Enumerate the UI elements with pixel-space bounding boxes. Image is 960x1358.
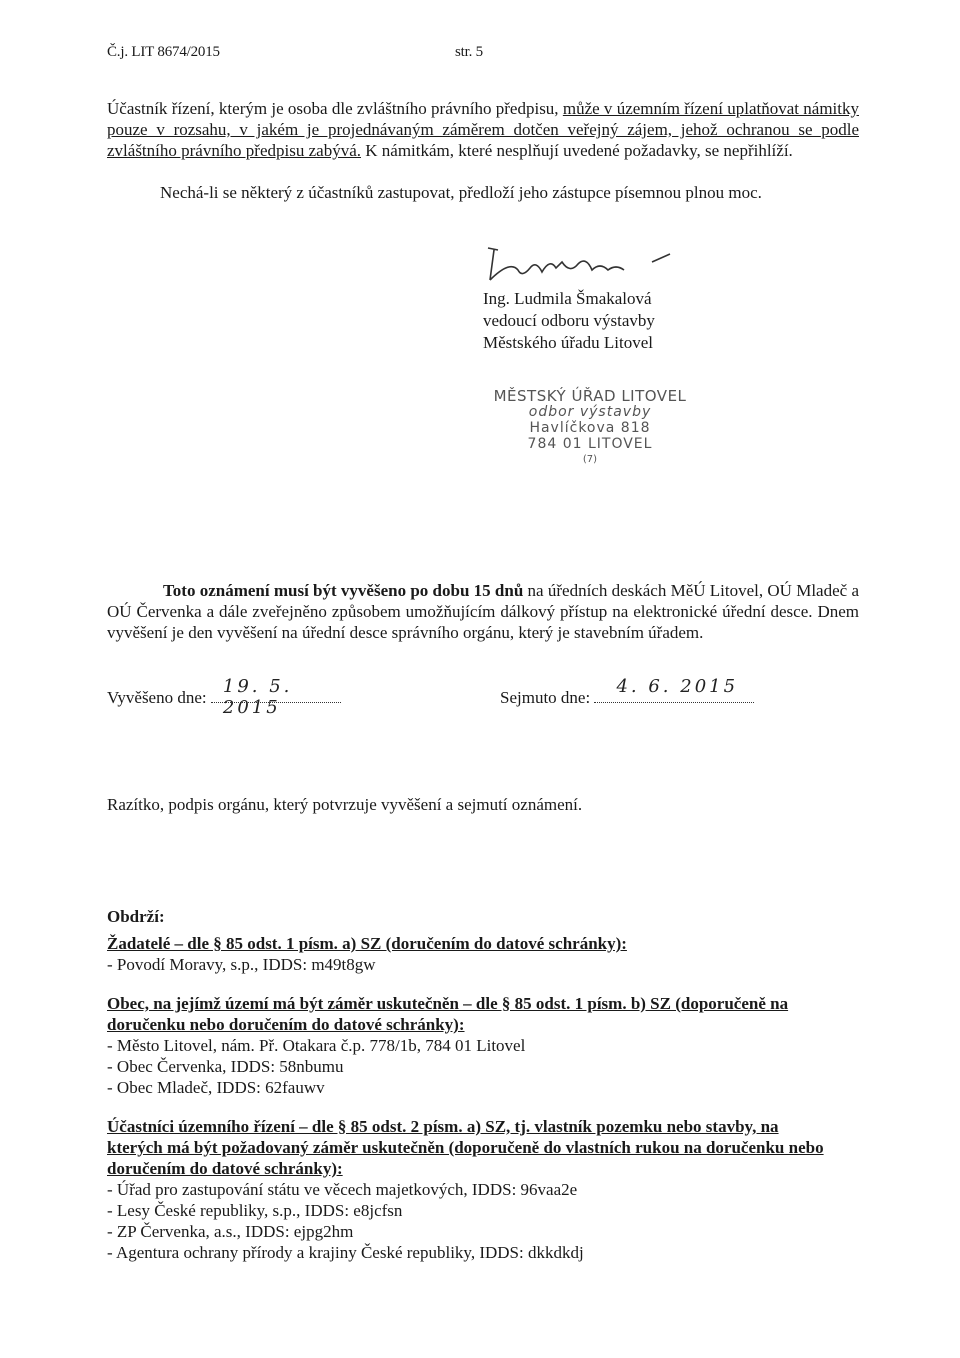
stamp-street: Havlíčkova 818 [529,420,651,436]
list-item: - Město Litovel, nám. Př. Otakara č.p. 778/1b, 784 01 Litovel [107,1036,526,1055]
posted-date-row [107,676,341,718]
removed-date-row [500,676,754,708]
municipality-title-line1: Obec, na jejímž území má být záměr uskutečněn – dle § 85 odst. 1 písm. b) SZ (doporučeně na [107,994,789,1013]
participants-list [107,1179,584,1263]
document-reference: Č.j. LIT 8674/2015 [107,44,220,60]
signatory-office: Městského úřadu Litovel [483,333,653,352]
office-stamp [480,387,700,465]
list-item: - Agentura ochrany přírody a krajiny České republiky, IDDS: dkkdkdj [107,1243,584,1262]
participants-title-line1: Účastníci územního řízení – dle § 85 odst. 2 písm. a) SZ, tj. vlastník pozemku nebo stavby, na [107,1117,779,1136]
participants-title-line2: kterých má být požadovaný záměr uskutečněn (doporučeně do vlastních rukou na doručenku nebo [107,1138,824,1157]
participants-title-line3: doručením do datové schránky): [107,1159,343,1178]
stamp-number: (7) [582,454,598,465]
objection-underlined-text: může v územním řízení uplatňovat námitky pouze v rozsahu, v jakém je projednávaným záměrem dotčen veřejný zájem, jehož ochranou se podle zvláštního právního předpisu zabývá. [107,99,859,160]
posting-notice-rest: na úředních deskách MěÚ Litovel, OÚ Mladeč a OÚ Červenka a dále zveřejněno způsobem umožňujícím dálkový přístup na elektronické úřední desce. Dnem vyvěšení je den vyvěšení na úřední desce správního orgánu, který je stavebním úřadem. [107,581,859,642]
objection-intro: Účastník řízení, kterým je osoba dle zvláštního právního předpisu, [107,99,563,118]
removed-date-field [594,676,754,703]
recipients-heading: Obdrží: [107,907,165,926]
posting-notice-bold: Toto oznámení musí být vyvěšeno po dobu 15 dnů [163,581,524,600]
municipality-list [107,1035,525,1098]
list-item: - Úřad pro zastupování státu ve věcech majetkových, IDDS: 96vaa2e [107,1180,578,1199]
signatory-name: Ing. Ludmila Šmakalová [483,289,652,308]
municipality-section-title [107,993,859,1035]
removed-date-label: Sejmuto dne: [500,688,591,707]
signatory-block [483,288,655,354]
posted-date-field [211,676,341,718]
applicants-list [107,954,376,975]
objection-paragraph [107,98,859,161]
removed-date-value: 4. 6. 2015 [616,676,739,697]
posting-notice [107,580,859,643]
participants-section-title [107,1116,859,1179]
stamp-office-name: MĚSTSKÝ ÚŘAD LITOVEL [493,387,687,405]
objection-rest: K námitkám, které nesplňují uvedené požadavky, se nepřihlíží. [361,141,793,160]
list-item: - Lesy České republiky, s.p., IDDS: e8jcfsn [107,1201,403,1220]
applicants-section-title: Žadatelé – dle § 85 odst. 1 písm. a) SZ (doručením do datové schránky): [107,934,627,953]
municipality-title-line2: doručenku nebo doručením do datové schránky): [107,1015,465,1034]
list-item: - Obec Mladeč, IDDS: 62fauwv [107,1078,325,1097]
representation-paragraph: Nechá-li se některý z účastníků zastupovat, předloží jeho zástupce písemnou plnou moc. [160,183,762,202]
posted-date-label: Vyvěšeno dne: [107,688,207,707]
stamp-department: odbor výstavby [528,404,652,420]
list-item: - Povodí Moravy, s.p., IDDS: m49t8gw [107,955,376,974]
list-item: - Obec Červenka, IDDS: 58nbumu [107,1057,344,1076]
posted-date-value: 19. 5. 2015 [222,676,293,718]
stamp-signature-note: Razítko, podpis orgánu, který potvrzuje vyvěšení a sejmutí oznámení. [107,795,583,814]
page-number: str. 5 [455,44,483,60]
signatory-role: vedoucí odboru výstavby [483,311,655,330]
stamp-city: 784 01 LITOVEL [527,436,653,452]
list-item: - ZP Červenka, a.s., IDDS: ejpg2hm [107,1222,354,1241]
